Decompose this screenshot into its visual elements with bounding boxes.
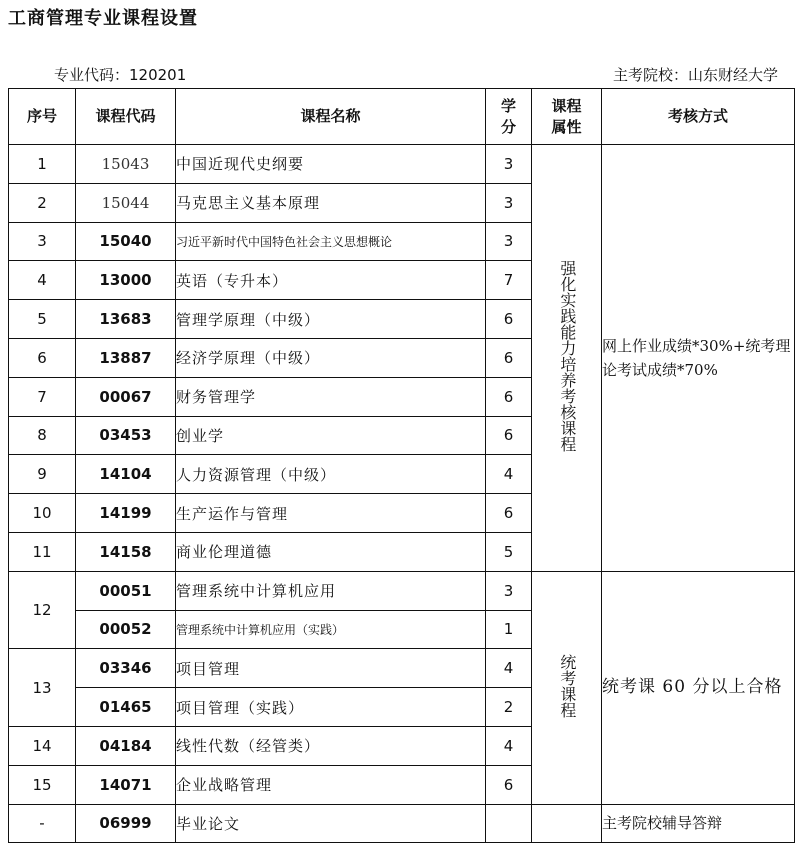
host-school: 主考院校：山东财经大学 [612,66,778,84]
row-credit: 2 [486,688,532,727]
row-name: 财务管理学 [176,377,486,416]
header-attr [532,89,602,145]
header-credit-line1: 学 [500,97,516,116]
row-name: 线性代数（经管类） [176,726,486,765]
row-name: 中国近现代史纲要 [176,145,486,184]
row-name: 毕业论文 [176,804,486,843]
table-row [9,145,795,184]
row-name: 管理系统中计算机应用（实践） [176,610,486,649]
row-credit: 4 [486,726,532,765]
row-credit: 1 [486,610,532,649]
page-title: 工商管理专业课程设置 [8,8,198,29]
row-name: 管理系统中计算机应用 [176,571,486,610]
row-code: 00051 [76,571,176,610]
practice-assess-cell: 网上作业成绩*30%+统考理论考试成绩*70% [602,145,795,572]
practice-attr-cell [532,145,602,572]
row-credit: 3 [486,145,532,184]
row-name: 经济学原理（中级） [176,338,486,377]
row-seq: 10 [9,494,76,533]
header-assess: 考核方式 [602,89,795,145]
header-attr-line1: 课程 [551,97,582,116]
row-code: 14104 [76,455,176,494]
row-code: 15040 [76,222,176,261]
row-credit: 4 [486,455,532,494]
row-code: 15043 [76,145,176,184]
row-code: 03453 [76,416,176,455]
row-credit: 3 [486,222,532,261]
row-credit: 6 [486,494,532,533]
row-code: 13683 [76,300,176,339]
row-code: 13000 [76,261,176,300]
unified-attr-text: 统考课程 [557,653,577,718]
row-seq: 7 [9,377,76,416]
row-name: 创业学 [176,416,486,455]
row-seq: 2 [9,183,76,222]
row-seq: 3 [9,222,76,261]
row-code: 01465 [76,688,176,727]
row-code: 15044 [76,183,176,222]
row-seq: 14 [9,726,76,765]
table-row [9,804,795,843]
row-code: 00052 [76,610,176,649]
header-credit [486,89,532,145]
row-credit: 3 [486,571,532,610]
row-name: 商业伦理道德 [176,532,486,571]
row-name: 项目管理（实践） [176,688,486,727]
major-code: 专业代码：120201 [54,66,187,84]
row-name: 生产运作与管理 [176,494,486,533]
row-seq: 8 [9,416,76,455]
row-seq: 4 [9,261,76,300]
row-credit: 6 [486,377,532,416]
row-credit [486,804,532,843]
course-table [8,88,795,843]
header-credit-line2: 分 [500,117,516,136]
row-seq: 15 [9,765,76,804]
row-name: 企业战略管理 [176,765,486,804]
row-credit: 6 [486,765,532,804]
row-seq: 12 [9,571,76,649]
row-credit: 3 [486,183,532,222]
row-name: 管理学原理（中级） [176,300,486,339]
row-credit: 5 [486,532,532,571]
row-name: 人力资源管理（中级） [176,455,486,494]
row-seq: 13 [9,649,76,727]
row-code: 14158 [76,532,176,571]
row-code: 14071 [76,765,176,804]
row-code: 06999 [76,804,176,843]
row-seq: - [9,804,76,843]
row-code: 04184 [76,726,176,765]
table-row [9,571,795,610]
practice-attr-text: 强化实践能力培养考核课程 [557,259,577,452]
row-seq: 9 [9,455,76,494]
row-name: 习近平新时代中国特色社会主义思想概论 [176,222,486,261]
row-credit: 6 [486,416,532,455]
row-seq: 11 [9,532,76,571]
table-header-row [9,89,795,145]
header-seq: 序号 [9,89,76,145]
row-credit: 6 [486,338,532,377]
row-code: 13887 [76,338,176,377]
row-credit: 4 [486,649,532,688]
row-code: 03346 [76,649,176,688]
thesis-attr-cell [532,804,602,843]
row-name: 项目管理 [176,649,486,688]
row-code: 14199 [76,494,176,533]
row-seq: 6 [9,338,76,377]
header-code: 课程代码 [76,89,176,145]
unified-attr-cell [532,571,602,804]
row-code: 00067 [76,377,176,416]
row-seq: 1 [9,145,76,184]
row-name: 英语（专升本） [176,261,486,300]
header-name: 课程名称 [176,89,486,145]
row-name: 马克思主义基本原理 [176,183,486,222]
thesis-assess-cell: 主考院校辅导答辩 [602,804,795,843]
unified-assess-cell: 统考课 60 分以上合格 [602,571,795,804]
row-credit: 6 [486,300,532,339]
row-seq: 5 [9,300,76,339]
row-credit: 7 [486,261,532,300]
header-attr-line2: 属性 [551,117,582,136]
